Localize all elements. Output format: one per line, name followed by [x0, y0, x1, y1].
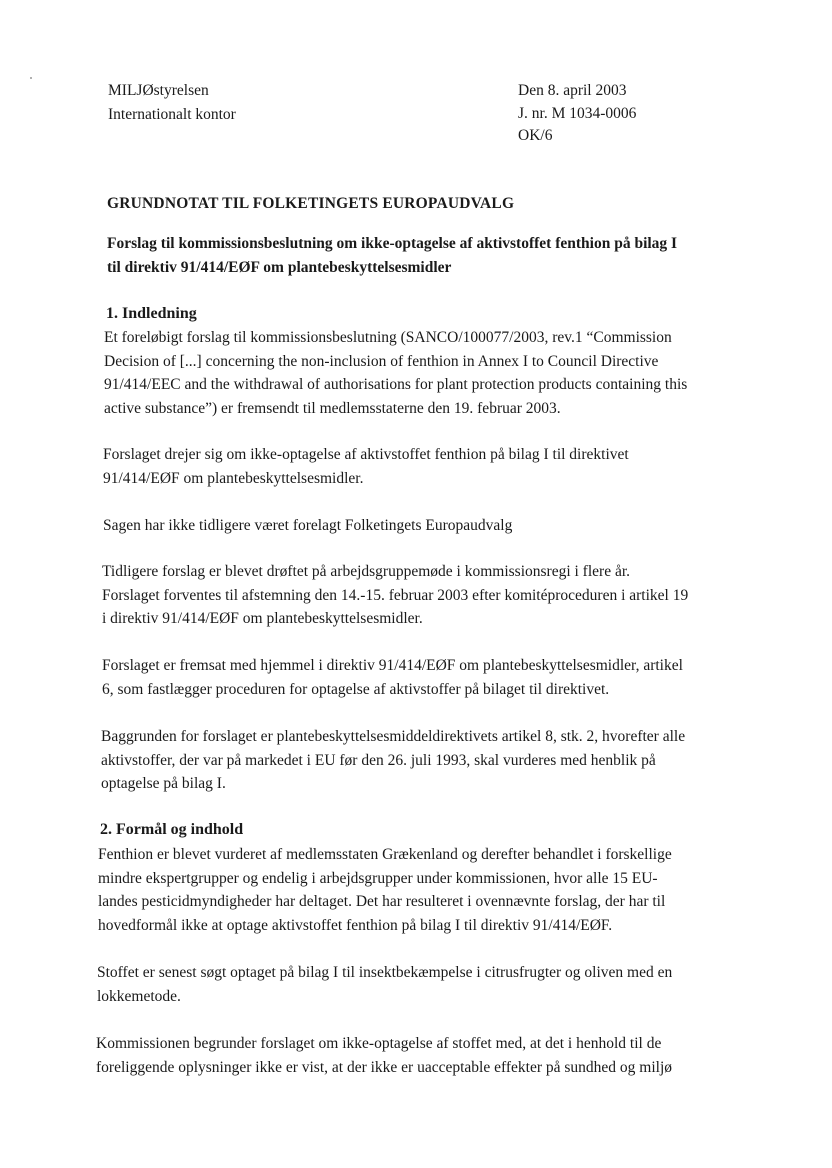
text-line: lokkemetode. [97, 987, 181, 1005]
text-line: hovedformål ikke at optage aktivstoffet fenthion på bilag I til direktiv 91/414/EØF. [98, 916, 613, 934]
paragraph [101, 725, 685, 796]
paragraph [98, 843, 672, 937]
paragraph [103, 514, 512, 538]
text-line: active substance”) er fremsendt til medlemsstaterne den 19. februar 2003. [104, 399, 561, 417]
sender-block [108, 79, 236, 126]
text-line: foreliggende oplysninger ikke er vist, at der ikke er uacceptable effekter på sundhed og miljø [96, 1058, 673, 1076]
journal-number: J. nr. M 1034-0006 [518, 104, 637, 122]
text-line: 91/414/EEC and the withdrawal of authorisations for plant protection products containing this [104, 376, 688, 393]
text-line: Decision of [...] concerning the non-inclusion of fenthion in Annex I to Council Directive [104, 352, 659, 370]
paragraph [97, 961, 672, 1008]
text-line: Kommissionen begrunder forslaget om ikke-optagelse af stoffet med, at det i henhold til de [96, 1035, 662, 1052]
paragraph [102, 654, 683, 701]
sender-office: Internationalt kontor [108, 105, 236, 123]
text-line: landes pesticidmyndigheder har deltaget. Det har resulteret i ovennævnte forslag, der har til [98, 893, 666, 910]
paragraph [104, 326, 687, 420]
initials: OK/6 [518, 127, 553, 144]
text-line: Tidligere forslag er blevet drøftet på arbejdsgruppemøde i kommissionsregi i flere år. [102, 563, 631, 580]
text-line: Stoffet er senest søgt optaget på bilag I til insektbekæmpelse i citrusfrugter og oliven med en [97, 964, 673, 981]
document-date: Den 8. april 2003 [518, 82, 627, 99]
reference-block [518, 80, 636, 148]
text-line: Fenthion er blevet vurderet af medlemsstaten Grækenland og derefter behandlet i forskellige [98, 846, 672, 863]
text-line: aktivstoffer, der var på markedet i EU før den 26. juli 1993, skal vurderes med henblik på [101, 751, 656, 769]
text-line: 6, som fastlægger proceduren for optagelse af aktivstoffer på bilaget til direktivet. [102, 680, 610, 698]
section-heading-indledning: 1. Indledning [106, 305, 197, 322]
document-title: GRUNDNOTAT TIL FOLKETINGETS EUROPAUDVALG [107, 195, 515, 212]
text-line: 91/414/EØF om plantebeskyttelsesmidler. [103, 469, 364, 487]
paragraph [96, 1032, 672, 1079]
paragraph [103, 443, 629, 490]
text-line: Baggrunden for forslaget er plantebeskyttelsesmiddeldirektivets artikel 8, stk. 2, hvorefter alle [101, 728, 686, 745]
scan-speck [30, 77, 32, 79]
text-line: mindre ekspertgrupper og endelig i arbejdsgrupper under kommissionen, hvor alle 15 EU- [98, 869, 658, 887]
text-line: optagelse på bilag I. [101, 775, 226, 792]
sender-agency: MILJØstyrelsen [108, 82, 209, 99]
paragraph [102, 560, 688, 631]
text-line: Forslaget er fremsat med hjemmel i direktiv 91/414/EØF om plantebeskyttelsesmidler, artikel [102, 657, 683, 674]
text-line: Forslaget forventes til afstemning den 14.-15. februar 2003 efter komitéproceduren i artikel 19 [102, 586, 689, 604]
subject-line: til direktiv 91/414/EØF om plantebeskyttelsesmidler [107, 259, 452, 276]
text-line: Sagen har ikke tidligere været forelagt Folketingets Europaudvalg [103, 517, 513, 534]
text-line: i direktiv 91/414/EØF om plantebeskyttelsesmidler. [102, 610, 423, 627]
subject-line: Forslag til kommissionsbeslutning om ikke-optagelse af aktivstoffet fenthion på bilag I [107, 235, 678, 252]
text-line: Forslaget drejer sig om ikke-optagelse af aktivstoffet fenthion på bilag I til direktivet [103, 446, 629, 463]
subject-heading [107, 232, 677, 280]
section-heading-formaal: 2. Formål og indhold [100, 821, 244, 838]
text-line: Et foreløbigt forslag til kommissionsbeslutning (SANCO/100077/2003, rev.1 “Commission [104, 329, 672, 346]
